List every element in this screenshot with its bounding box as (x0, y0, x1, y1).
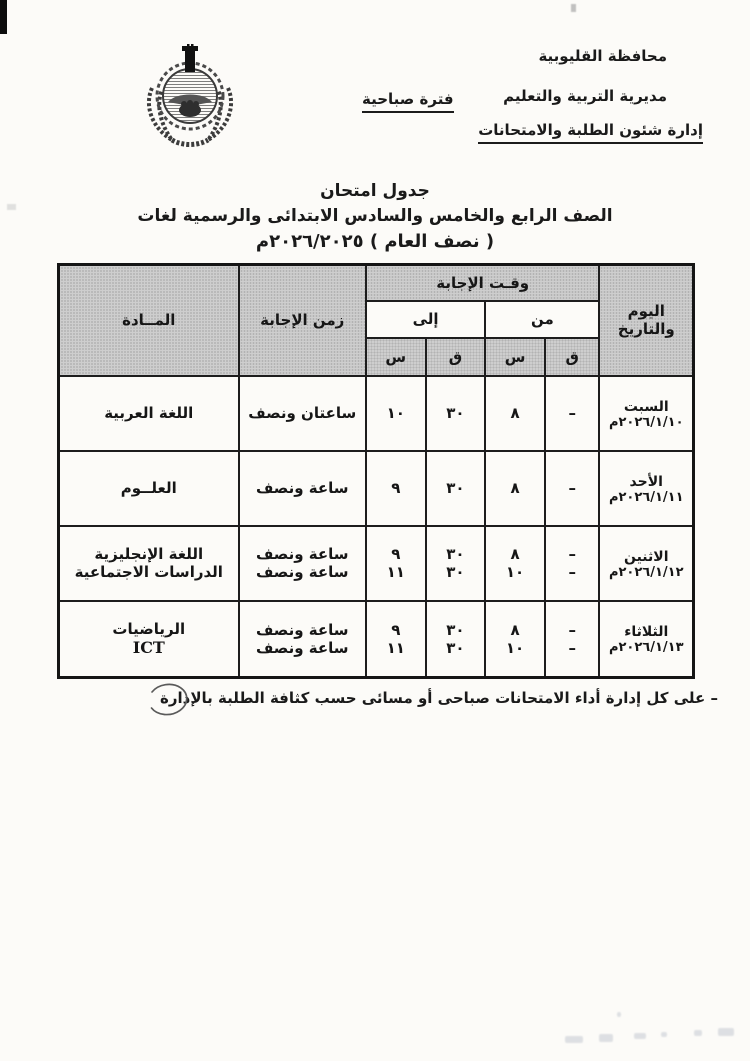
day-date-cell (599, 451, 693, 526)
to-minutes (426, 526, 486, 601)
to-minutes (426, 601, 486, 678)
from-hours (485, 601, 545, 678)
from-hours-1: ٨ (510, 620, 520, 639)
from-minutes-1: – (568, 545, 576, 563)
to-hours-1: ٩ (391, 620, 401, 639)
col-header-day-date: اليوم والتاريخ (599, 265, 693, 376)
pen-circle-mark (143, 679, 195, 723)
subject-cell: اللغة العربية (59, 376, 239, 451)
from-hours: ٨ (485, 376, 545, 451)
scan-speck (571, 4, 576, 12)
from-minutes-2: – (568, 638, 576, 657)
col-header-subject: المــادة (59, 265, 239, 376)
table-row-tuesday (59, 601, 694, 678)
to-minutes-2: ٣٠ (446, 563, 465, 581)
subject-cell (59, 526, 239, 601)
directorate-name: مديرية التربية والتعليم (503, 87, 667, 105)
subject-cell: العلــوم (59, 451, 239, 526)
from-minutes (545, 526, 600, 601)
from-minutes (545, 601, 600, 678)
scan-smudge (718, 1028, 734, 1036)
subject-cell (59, 601, 239, 678)
col-header-to-minutes: ق (426, 338, 486, 376)
col-header-answer-time: وقـت الإجابة (366, 265, 600, 301)
day-name: الثلاثاء (624, 624, 669, 641)
administration-name: إدارة شئون الطلبة والامتحانات (478, 121, 703, 144)
from-hours (485, 526, 545, 601)
day-date: ٢٠٢٦/١/١٢م (608, 564, 684, 580)
title-line-3: ( نصف العام ) ٢٠٢٦/٢٠٢٥م (255, 231, 495, 252)
duration-cell: ساعتان ونصف (239, 376, 366, 451)
scan-edge-artifact (0, 0, 7, 34)
to-minutes: ٣٠ (426, 451, 486, 526)
governorate-name: محافظة القليوبية (538, 47, 667, 65)
duration-1: ساعة ونصف (255, 545, 349, 563)
from-minutes: – (545, 451, 600, 526)
day-date: ٢٠٢٦/١/١٣م (608, 640, 684, 656)
table-row-saturday (59, 376, 694, 451)
scan-smudge (617, 1012, 621, 1017)
from-hours-2: ١٠ (505, 638, 525, 657)
table-row-sunday (59, 451, 694, 526)
footer-note: – على كل إدارة أداء الامتحانات صباحى أو مسائى حسب كثافة الطلبة بالإدارة (160, 689, 718, 707)
duration-cell (239, 526, 366, 601)
day-date: ٢٠٢٦/١/١٠م (608, 414, 684, 430)
from-hours: ٨ (485, 451, 545, 526)
col-header-from: من (485, 301, 599, 338)
scan-smudge (694, 1030, 702, 1036)
day-date-cell (599, 526, 693, 601)
duration-2: ساعة ونصف (255, 563, 349, 581)
day-name: الاثنين (623, 548, 669, 565)
col-header-duration: زمن الإجابة (239, 265, 366, 376)
to-minutes: ٣٠ (426, 376, 486, 451)
scan-smudge (565, 1036, 583, 1043)
from-minutes: – (545, 376, 600, 451)
to-minutes-1: ٣٠ (446, 620, 465, 639)
scan-smudge (661, 1032, 667, 1037)
period-label: فترة صباحية (362, 90, 454, 113)
duration-cell: ساعة ونصف (239, 451, 366, 526)
exam-schedule-table (57, 263, 695, 679)
col-header-to: إلى (366, 301, 485, 338)
duration-1: ساعة ونصف (255, 620, 349, 639)
duration-cell (239, 601, 366, 678)
subject-1: اللغة الإنجليزية (94, 545, 204, 563)
from-minutes-1: – (568, 620, 576, 639)
col-header-to-hours: س (366, 338, 426, 376)
to-hours-1: ٩ (391, 545, 401, 563)
table-row-monday (59, 526, 694, 601)
day-name: الأحد (629, 473, 663, 490)
to-hours-2: ١١ (386, 563, 405, 581)
to-minutes-2: ٣٠ (446, 638, 465, 657)
from-hours-1: ٨ (510, 545, 520, 563)
to-hours: ٩ (366, 451, 426, 526)
from-minutes-2: – (568, 563, 576, 581)
from-hours-2: ١٠ (505, 563, 525, 581)
to-hours-2: ١١ (386, 638, 405, 657)
title-line-2: الصف الرابع والخامس والسادس الابتدائى والرسمية لغات (137, 206, 613, 226)
to-minutes-1: ٣٠ (446, 545, 465, 563)
duration-2: ساعة ونصف (255, 638, 349, 657)
subject-2: ICT (132, 638, 165, 658)
scan-smudge (599, 1034, 613, 1042)
subject-2: الدراسات الاجتماعية (74, 563, 223, 581)
to-hours: ١٠ (366, 376, 426, 451)
ministry-emblem-icon (138, 44, 242, 150)
title-line-1: جدول امتحان (320, 181, 430, 201)
day-date-cell (599, 601, 693, 678)
day-date: ٢٠٢٦/١/١١م (608, 489, 684, 505)
day-date-cell (599, 376, 693, 451)
to-hours (366, 526, 426, 601)
day-name: السبت (623, 398, 669, 415)
subject-1: الرياضيات (112, 620, 186, 639)
to-hours (366, 601, 426, 678)
scan-smudge (634, 1033, 646, 1039)
col-header-from-minutes: ق (545, 338, 600, 376)
col-header-from-hours: س (485, 338, 545, 376)
